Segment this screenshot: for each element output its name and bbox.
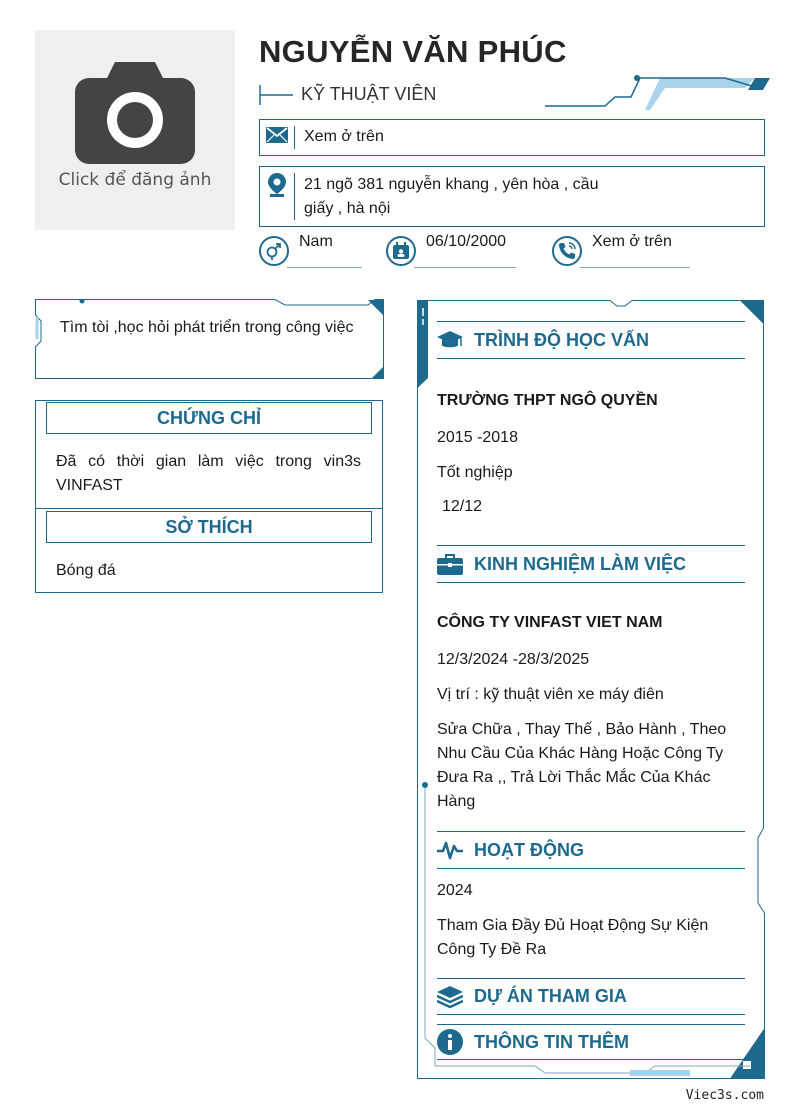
extra-info-heading-text: THÔNG TIN THÊM <box>474 1031 629 1052</box>
layers-icon <box>437 984 463 1010</box>
activities-description: Tham Gia Đầy Đủ Hoạt Động Sự Kiện Công Ty Đề Ra <box>437 917 709 958</box>
hobbies-text: Bóng đá <box>56 562 116 579</box>
briefcase-icon <box>437 551 463 577</box>
experience-description: Sửa Chữa , Thay Thế , Bảo Hành , Theo Nhu Cầu Của Khác Hàng Hoặc Công Ty Đưa Ra ,, Trả Lời Thắc Mắc Của Khác Hàng <box>437 721 727 810</box>
education-period: 2015 -2018 <box>437 429 518 446</box>
email-icon <box>260 127 294 143</box>
experience-period: 12/3/2024 -28/3/2025 <box>437 651 590 668</box>
experience-heading <box>437 545 745 583</box>
job-title: KỸ THUẬT VIÊN <box>301 84 437 104</box>
gender-icon <box>259 236 289 266</box>
phone-value: Xem ở trên <box>592 233 672 250</box>
education-grade: 12/12 <box>442 498 483 515</box>
activities-heading-text: HOẠT ĐỘNG <box>474 839 584 860</box>
photo-upload-label: Click để đăng ảnh <box>58 170 212 190</box>
career-objective <box>35 299 384 379</box>
birthday-field[interactable] <box>386 233 507 266</box>
certificates-heading: CHỨNG CHỈ <box>46 402 372 434</box>
projects-heading <box>437 978 745 1015</box>
graduation-cap-icon <box>437 327 463 353</box>
email-value: Xem ở trên <box>304 128 384 145</box>
activities-heading <box>437 831 745 869</box>
gender-field[interactable] <box>259 233 333 266</box>
hobbies-heading: SỞ THÍCH <box>46 511 372 543</box>
education-school: TRƯỜNG THPT NGÔ QUYỀN <box>437 392 658 409</box>
address-field[interactable] <box>259 166 765 227</box>
certificates-text: Đã có thời gian làm việc trong vin3s VINFAST <box>56 453 361 494</box>
info-icon <box>437 1029 463 1055</box>
address-value: 21 ngõ 381 nguyễn khang , yên hòa , cầu giấy , hà nội <box>304 176 599 217</box>
watermark: Viec3s.com <box>685 1088 764 1103</box>
camera-icon <box>75 60 195 164</box>
email-field[interactable] <box>259 119 765 156</box>
location-pin-icon <box>260 173 294 197</box>
phone-field[interactable] <box>552 233 672 266</box>
experience-position: Vị trí : kỹ thuật viên xe máy điên <box>437 686 664 703</box>
extra-info-heading <box>437 1024 745 1060</box>
education-heading-text: TRÌNH ĐỘ HỌC VẤN <box>474 329 649 350</box>
birthday-value: 06/10/2000 <box>426 233 507 250</box>
experience-heading-text: KINH NGHIỆM LÀM VIỆC <box>474 553 687 574</box>
education-heading <box>437 321 745 359</box>
profile-photo-upload[interactable] <box>35 30 235 230</box>
projects-heading-text: DỰ ÁN THAM GIA <box>474 986 627 1006</box>
gender-value: Nam <box>299 233 333 250</box>
experience-company: CÔNG TY VINFAST VIET NAM <box>437 614 663 631</box>
activities-year: 2024 <box>437 882 473 899</box>
phone-icon <box>552 236 582 266</box>
pulse-icon <box>437 837 463 863</box>
candidate-name: NGUYỄN VĂN PHÚC <box>259 34 567 69</box>
education-status: Tốt nghiệp <box>437 464 513 481</box>
calendar-icon <box>386 236 416 266</box>
objective-text: Tìm tòi ,học hỏi phát triển trong công việc <box>60 319 354 336</box>
